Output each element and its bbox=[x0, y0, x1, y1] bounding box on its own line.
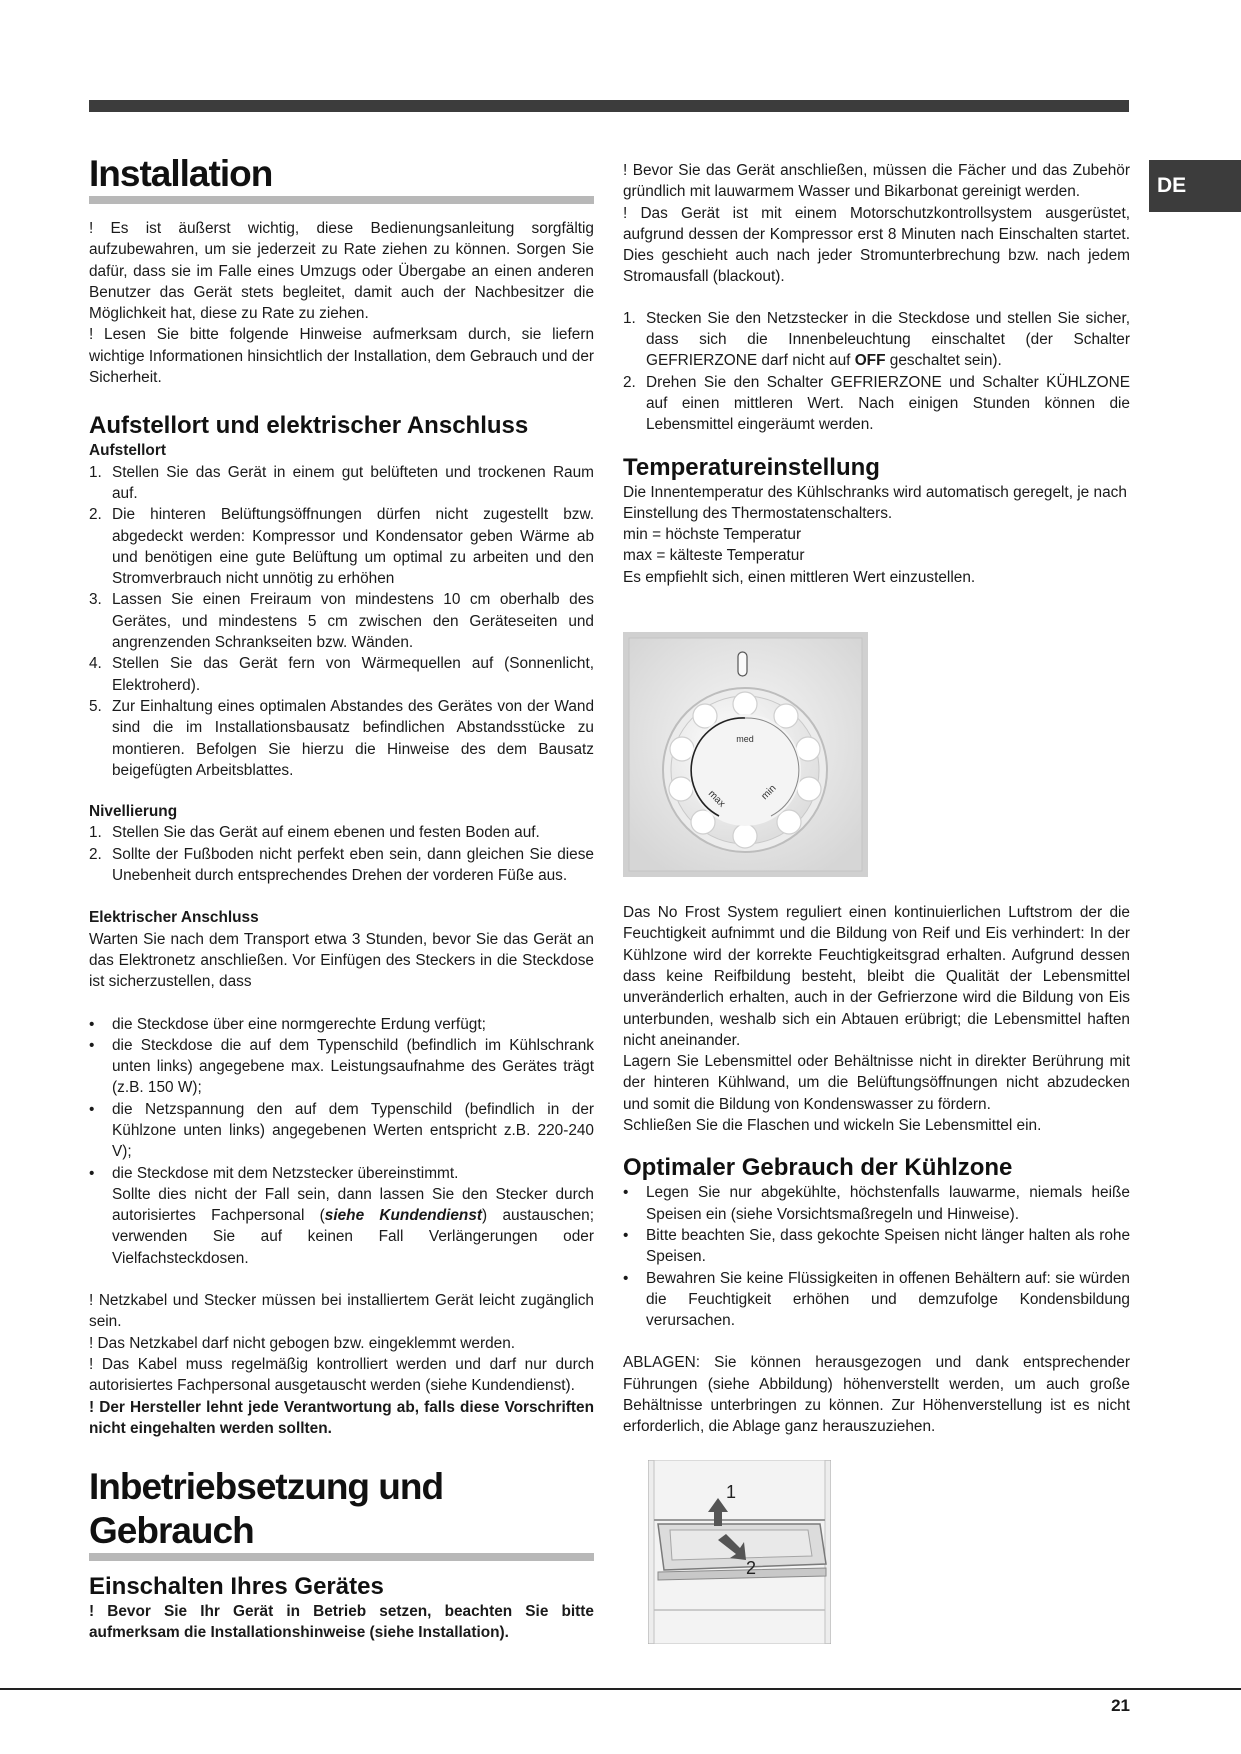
list-item: • Legen Sie nur abgekühlte, höchstenfalls lauwarme, niemals heiße Speisen ein (siehe Vorsichtsmaßregeln und Hinweise). bbox=[623, 1184, 1130, 1223]
nofrost-p1: Das No Frost System reguliert einen kontinuierlichen Luftstrom der die Feuchtigkeit aufnimmt und die Bildung von Reif und Eis verhindert: In der Kühlzone wird der korrekte Feuchtigkeitsgrad erhalten. Aufgrund dessen dass keine Reifbildung besteht, bleibt die Qualität der Lebensmittel unveränderlich erhalten, auch in der Gefrierzone wird die Bildung von Eis unterbunden, weshalb sich ein Abtauen erübrigt; die Lebensmittel haften nicht aneinander. bbox=[623, 904, 1130, 1049]
temperatur-line-4: Es empfiehlt sich, einen mittleren Wert einzustellen. bbox=[623, 568, 976, 586]
list-item: 2. Die hinteren Belüftungsöffnungen dürfen nicht zugestellt bzw. abgedeckt werden: Kompressor und Kondensator geben Wärme ab und benötigen eine gute Belüftung um optimal zu arbeiten und den Stromverbrauch nicht unnötig zu erhöhen bbox=[89, 506, 594, 588]
aufstellort-title: Aufstellort und elektrischer Anschluss bbox=[89, 412, 529, 440]
elektrisch-title: Elektrischer Anschluss bbox=[89, 909, 259, 927]
list-item: • Bitte beachten Sie, dass gekochte Speisen nicht länger halten als rohe Speisen. bbox=[623, 1226, 1130, 1266]
inbetrieb-title-line2: Gebrauch bbox=[89, 1510, 254, 1552]
installation-title: Installation bbox=[89, 153, 273, 194]
right-top-2: ! Das Gerät ist mit einem Motorschutzkontrollsystem ausgerüstet, aufgrund dessen der Kompressor erst 8 Minuten nach Einschalten startet. Dies geschieht auch nach jeder Stromunterbrechung bzw. nach jedem Stromausfall (blackout). bbox=[623, 204, 1130, 286]
inbetrieb-heading-wrap bbox=[89, 1465, 594, 1561]
aufstellort-subtitle: Aufstellort bbox=[89, 442, 166, 460]
installation-intro-2: ! Lesen Sie bitte folgende Hinweise aufmerksam durch, sie liefern wichtige Informationen hinsichtlich der Installation, dem Gebrauch und der Sicherheit. bbox=[89, 326, 594, 387]
list-item: 3. Lassen Sie einen Freiraum von mindestens 10 cm oberhalb des Gerätes, und mindestens 5 cm zwischen den Geräteseiten und angrenzenden Schrankseiten bzw. Wänden. bbox=[89, 591, 594, 652]
list-item: 1. Stellen Sie das Gerät auf einem ebenen und festen Boden auf. bbox=[89, 824, 540, 842]
shelf-adjust-icon bbox=[648, 1460, 831, 1644]
nofrost-p2: Lagern Sie Lebensmittel oder Behältnisse nicht in direkter Berührung mit der hinteren Kühlwand, um die Belüftungsöffnungen nicht abzudecken und somit die Bildung von Kondenswasser zu fördern. bbox=[623, 1053, 1130, 1113]
ablagen-text: ABLAGEN: Sie können herausgezogen und dank entsprechender Führungen (siehe Abbildung) höhenverstellt werden, um auch große Behältnisse unterbringen zu können. Zur Höhenverstellung ist es nicht erforderlich, die Ablage ganz herauszuziehen. bbox=[623, 1354, 1130, 1436]
temperatur-line-1: Die Innentemperatur des Kühlschranks wird automatisch geregelt, je nach Einstellung des Thermostatenschalters. bbox=[623, 483, 1127, 522]
shelf-label-1: 1 bbox=[726, 1482, 737, 1502]
optimal-list bbox=[623, 1182, 1130, 1331]
list-item: 2. Drehen Sie den Schalter GEFRIERZONE und Schalter KÜHLZONE auf einen mittleren Wert. Nach einigen Stunden können die Lebensmittel eingeräumt werden. bbox=[623, 373, 1130, 434]
einschalten-text: ! Bevor Sie Ihr Gerät in Betrieb setzen, beachten Sie bitte aufmerksam die Installationshinweise (siehe Installation). bbox=[89, 1603, 594, 1642]
thermostat-dial-icon bbox=[623, 632, 868, 877]
warning-4: ! Der Hersteller lehnt jede Verantwortung ab, falls diese Vorschriften nicht eingehalten werden sollten. bbox=[89, 1398, 594, 1437]
list-item: 1. Stellen Sie das Gerät in einem gut belüfteten und trockenen Raum auf. bbox=[89, 463, 594, 502]
shelf-illustration bbox=[648, 1460, 831, 1644]
warning-2: ! Das Netzkabel darf nicht gebogen bzw. eingeklemmt werden. bbox=[89, 1334, 516, 1352]
warning-3: ! Das Kabel muss regelmäßig kontrolliert werden und darf nur durch autorisiertes Fachpersonal ausgetauscht werden (siehe Kundendienst). bbox=[89, 1355, 594, 1395]
installation-intro-1: ! Es ist äußerst wichtig, diese Bedienungsanleitung sorgfältig aufzubewahren, um sie jederzeit zu Rate ziehen zu können. Sorgen Sie dafür, dass sie im Falle eines Umzugs oder Übergabe an einen anderen Benutzer das Gerät stets begleitet, damit auch der Nachbesitzer die Möglichkeit hat, diese zu Rate zu ziehen. bbox=[89, 220, 594, 323]
inbetrieb-title-line1: Inbetriebsetzung und bbox=[89, 1466, 444, 1508]
list-item: • die Steckdose über eine normgerechte Erdung verfügt; bbox=[89, 1015, 486, 1033]
nivellierung-title: Nivellierung bbox=[89, 803, 178, 821]
list-item: • die Netzspannung den auf dem Typenschild (befindlich in der Kühlzone unten links) angegebenen Werten entspricht z.B. 220-240 V); bbox=[89, 1100, 594, 1161]
list-item: • die Steckdose die auf dem Typenschild (befindlich im Kühlschrank unten links) angegebene max. Leistungsaufnahme des Gerätes trägt (z.B. 150 W); bbox=[89, 1036, 594, 1097]
dial-max-label: max bbox=[705, 788, 728, 810]
list-item: 1. Stecken Sie den Netzstecker in die Steckdose und stellen Sie sicher, dass sich die Innenbeleuchtung einschaltet (der Schalter GEFRIERZONE darf nicht auf OFF geschaltet sein). bbox=[623, 309, 1130, 370]
temperatur-line-2: min = höchste Temperatur bbox=[623, 526, 802, 544]
temperatur-title: Temperatureinstellung bbox=[623, 453, 880, 481]
einschalten-title: Einschalten Ihres Gerätes bbox=[89, 1573, 384, 1601]
elektrisch-intro: Warten Sie nach dem Transport etwa 3 Stunden, bevor Sie das Gerät an das Elektronetz anschließen. Vor Einfügen des Steckers in die Steckdose ist sicherzustellen, dass bbox=[89, 930, 594, 991]
optimal-title: Optimaler Gebrauch der Kühlzone bbox=[623, 1154, 1013, 1182]
nivellierung-list bbox=[89, 822, 594, 886]
temperatur-line-3: max = kälteste Temperatur bbox=[623, 547, 805, 565]
page-number: 21 bbox=[1111, 1696, 1130, 1715]
footer-line bbox=[0, 1688, 1241, 1690]
aufstellort-list bbox=[89, 462, 594, 781]
start-steps-list bbox=[623, 308, 1130, 436]
list-item: 2. Sollte der Fußboden nicht perfekt eben sein, dann gleichen Sie diese Unebenheit durch entsprechendes Drehen der vorderen Füße aus. bbox=[89, 845, 594, 885]
left-column bbox=[89, 150, 594, 1644]
list-item: 5. Zur Einhaltung eines optimalen Abstandes des Gerätes von der Wand sind die im Installationsbausatz befindlichen Abstandsstücke zu montieren. Befolgen Sie hierzu die Hinweise des dem Bausatz beigefügten Arbeitsblattes. bbox=[89, 697, 594, 779]
header-bar bbox=[89, 100, 1129, 112]
language-tab: DE bbox=[1149, 160, 1241, 212]
nofrost-p3: Schließen Sie die Flaschen und wickeln Sie Lebensmittel ein. bbox=[623, 1117, 1042, 1135]
warning-1: ! Netzkabel und Stecker müssen bei installiertem Gerät leicht zugänglich sein. bbox=[89, 1292, 594, 1331]
installation-heading-wrap bbox=[89, 150, 594, 204]
elektrisch-list bbox=[89, 1014, 594, 1270]
right-top-1: ! Bevor Sie das Gerät anschließen, müssen die Fächer und das Zubehör gründlich mit lauwarmem Wasser und Bikarbonat gereinigt werden. bbox=[623, 162, 1130, 201]
dial-min-label: min bbox=[759, 782, 779, 803]
list-item: 4. Stellen Sie das Gerät fern von Wärmequellen auf (Sonnenlicht, Elektroherd). bbox=[89, 655, 594, 694]
list-item: • die Steckdose mit dem Netzstecker übereinstimmt. Sollte dies nicht der Fall sein, dann lassen Sie den Stecker durch autorisiertes Fachpersonal (siehe Kundendienst) austauschen; verwenden Sie auf keinen Fall Verlängerungen oder Vielfachsteckdosen. bbox=[89, 1164, 594, 1267]
list-item: • Bewahren Sie keine Flüssigkeiten in offenen Behältern auf: sie würden die Feuchtigkeit erhöhen und demzufolge Kondensbildung verursachen. bbox=[623, 1269, 1130, 1330]
shelf-label-2: 2 bbox=[746, 1558, 757, 1578]
thermostat-dial-illustration bbox=[623, 632, 868, 877]
dial-med-label: med bbox=[736, 734, 754, 744]
